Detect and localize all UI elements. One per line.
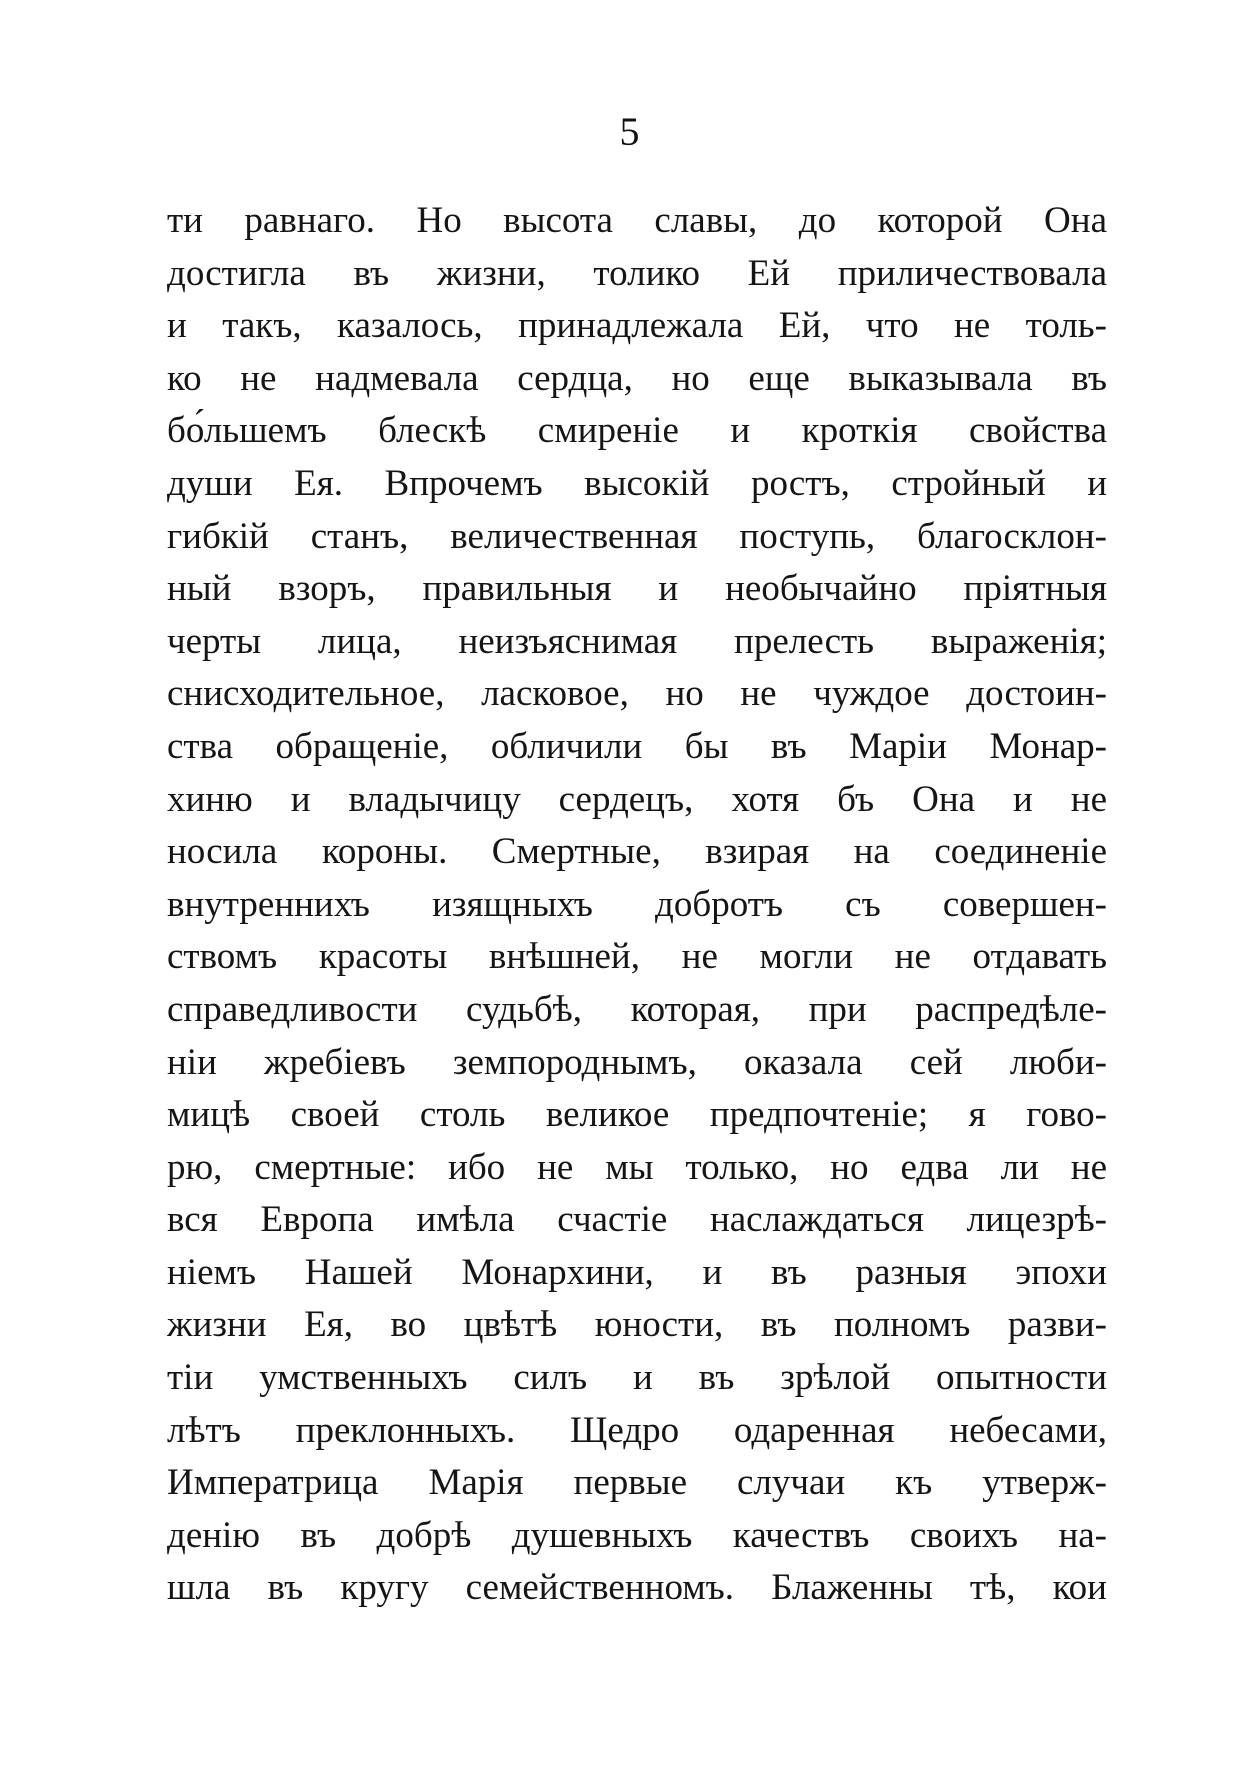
body-text [167, 195, 1107, 1615]
text-line: справедливости судьбѣ, которая, при распредѣле- [167, 988, 1107, 1030]
text-line: бо́льшемъ блескѣ смиреніе и кроткія свойства [167, 410, 1107, 452]
text-line: достигла въ жизни, толико Ей приличествовала [167, 252, 1107, 294]
text-line: тіи умственныхъ силъ и въ зрѣлой опытности [167, 1357, 1107, 1399]
text-line: шла въ кругу семейственномъ. Блаженны тѣ, кои [167, 1567, 1107, 1609]
text-line: рю, смертные: ибо не мы только, но едва ли не [167, 1146, 1107, 1188]
text-line: носила короны. Смертные, взирая на соединеніе [167, 831, 1107, 873]
text-line: черты лица, неизъяснимая прелесть выраженія; [167, 620, 1107, 662]
text-line: и такъ, казалось, принадлежала Ей, что не толь- [167, 305, 1107, 347]
text-line: вся Европа имѣла счастіе наслаждаться лицезрѣ- [167, 1199, 1107, 1241]
text-line: внутреннихъ изящныхъ добротъ съ совершен- [167, 883, 1107, 925]
text-line: ніемъ Нашей Монархини, и въ разныя эпохи [167, 1251, 1107, 1293]
page-number: 5 [619, 109, 640, 154]
text-line: ный взоръ, правильныя и необычайно пріятныя [167, 568, 1107, 610]
text-line: лѣтъ преклонныхъ. Щедро одаренная небесами, [167, 1409, 1107, 1451]
text-line: гибкій станъ, величественная поступь, благосклон- [167, 515, 1107, 557]
text-line: ства обращеніе, обличили бы въ Маріи Монар- [167, 725, 1107, 767]
text-line: ко не надмевала сердца, но еще выказывала въ [167, 357, 1107, 399]
text-line: Императрица Марія первые случаи къ утверж- [167, 1462, 1107, 1504]
text-line: хиню и владычицу сердецъ, хотя бъ Она и не [167, 778, 1107, 820]
text-line: денію въ добрѣ душевныхъ качествъ своихъ на- [167, 1514, 1107, 1556]
text-line: ти равнаго. Но высота славы, до которой Она [167, 200, 1107, 241]
text-line: мицѣ своей столь великое предпочтеніе; я гово- [167, 1094, 1107, 1136]
text-line: ніи жребіевъ земпороднымъ, оказала сей люби- [167, 1041, 1107, 1083]
text-line: души Ея. Впрочемъ высокій ростъ, стройный и [167, 462, 1107, 504]
text-line: жизни Ея, во цвѣтѣ юности, въ полномъ разви- [167, 1304, 1107, 1346]
text-line: ствомъ красоты внѣшней, не могли не отдавать [167, 936, 1107, 978]
text-line: снисходительное, ласковое, но не чуждое достоин- [167, 673, 1107, 715]
